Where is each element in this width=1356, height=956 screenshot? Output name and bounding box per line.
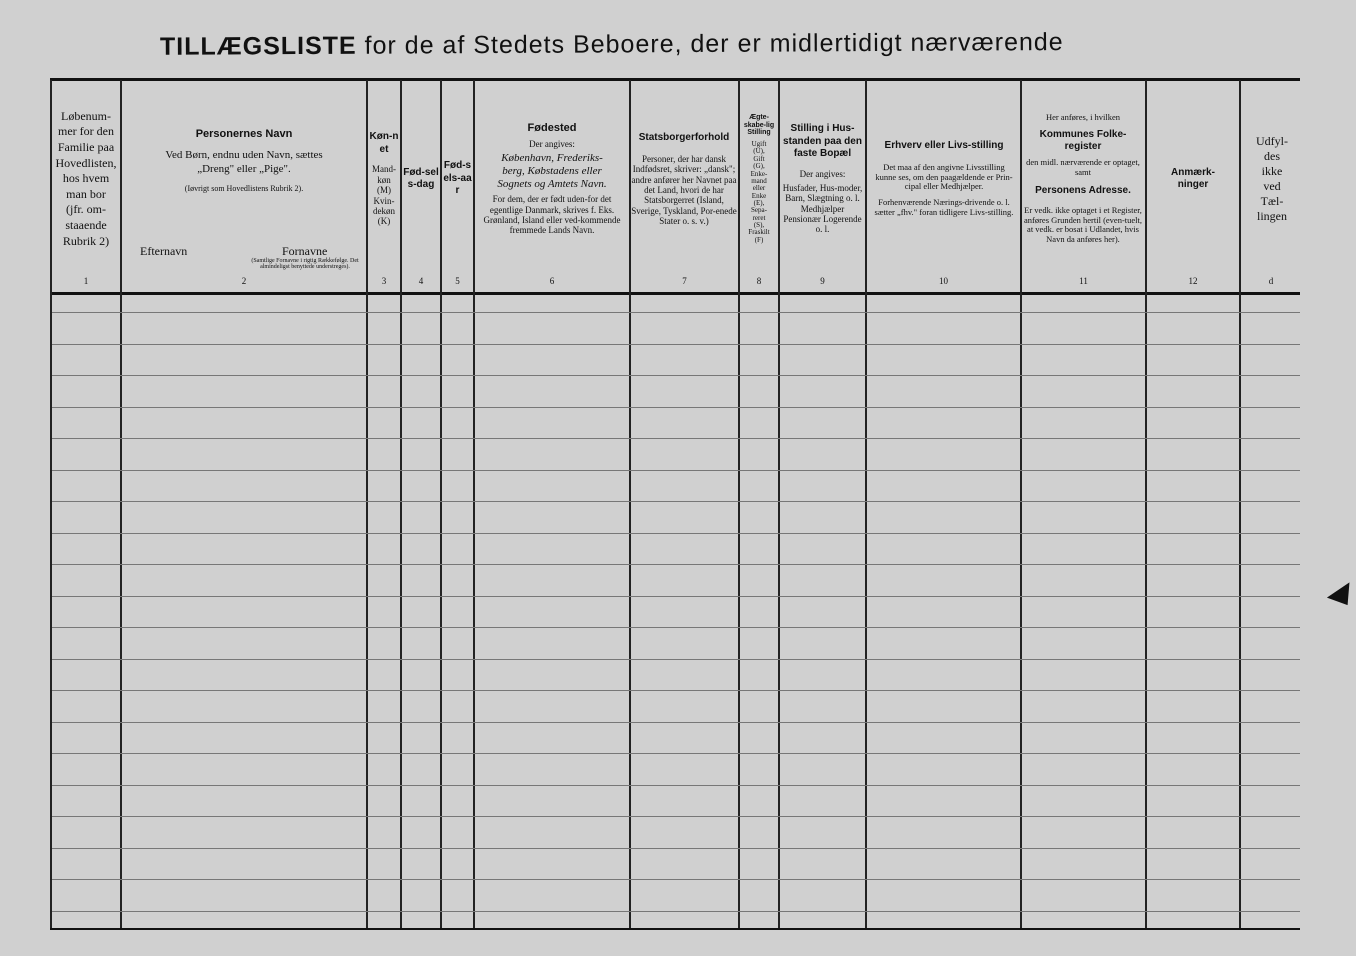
- col-2-sub-surname: Efternavn: [140, 244, 188, 258]
- entry-row-line: [52, 659, 1300, 660]
- col-6-italic: Sognets og Amtets Navn.: [497, 177, 607, 190]
- col-8-line: (G),: [753, 162, 765, 171]
- column-divider: [865, 80, 867, 928]
- col-3-line: Mand-: [372, 164, 396, 175]
- col-3-line: (K): [377, 216, 391, 227]
- entry-row-line: [52, 848, 1300, 849]
- col-11-body: Er vedk. ikke optaget i et Register, anføres Grunden hertil (even-tuelt, at vedk. er bosat i Udlandet, hvis Navn da anføres her).: [1024, 204, 1142, 245]
- col-8-line: (U),: [753, 147, 765, 156]
- col-d-line: ikke: [1261, 164, 1283, 178]
- col-6-italic: berg, Købstadens eller: [502, 165, 602, 178]
- col-1-line: hos hvem: [62, 171, 110, 186]
- col-6-sub: Der angives:: [529, 139, 575, 150]
- bottom-rule: [50, 928, 1300, 930]
- entry-row-line: [52, 564, 1300, 565]
- entry-row-line: [52, 312, 1300, 313]
- column-number: 9: [820, 276, 825, 286]
- column-number: 11: [1079, 276, 1088, 286]
- col-12-heading: Anmærk-ninger: [1171, 166, 1215, 190]
- col-8-line: reret: [752, 213, 766, 222]
- column-divider: [778, 80, 780, 928]
- header-col-8: [740, 84, 778, 274]
- form-title: [160, 27, 1220, 73]
- col-8-line: (E),: [753, 198, 765, 207]
- col-3-line: Kvin-: [373, 195, 395, 206]
- entry-row-line: [52, 344, 1300, 345]
- column-number: 8: [756, 276, 762, 286]
- header-col-5: [442, 84, 473, 274]
- col-8-line: Enke: [751, 191, 767, 200]
- header-col-6: [477, 84, 627, 274]
- column-number: 6: [549, 276, 555, 286]
- form-title-rest: for de af Stedets Beboere, der er midlertidigt nærværende: [364, 28, 1064, 60]
- col-8-line: mand: [751, 176, 767, 185]
- col-2-sub-note: (Samtlige Fornavne i rigtig Rækkefølge. Det almindeligst benyttede understreges).: [251, 258, 359, 271]
- col-1-line: Løbenum-: [61, 108, 111, 123]
- header-col-10: [872, 84, 1016, 274]
- col-3-line: dekøn: [373, 205, 395, 216]
- col-d-line: lingen: [1257, 209, 1287, 223]
- col-10-body2: Forhenværende Nærings-drivende o. l. sætter „fhv." foran tidligere Livs-stilling.: [874, 197, 1014, 217]
- column-number: 3: [381, 276, 387, 286]
- col-8-line: eller: [752, 184, 766, 193]
- entry-row-line: [52, 375, 1300, 376]
- entry-row-line: [52, 911, 1300, 912]
- col-8-line: Ugift: [751, 140, 767, 149]
- col-10-heading: Erhverv eller Livs-stilling: [884, 140, 1004, 152]
- column-divider: [1145, 80, 1147, 928]
- col-11-heading: Kommunes Folke-register: [1039, 128, 1127, 153]
- col-8-line: Fraskilt: [748, 228, 770, 237]
- column-number: 1: [83, 276, 89, 286]
- col-d-line: Udfyl-: [1256, 134, 1288, 148]
- column-number: 7: [682, 276, 687, 286]
- col-1-line: (jfr. om-: [66, 202, 106, 217]
- col-d-line: ved: [1263, 179, 1281, 193]
- col-2-heading: Personernes Navn: [195, 128, 293, 140]
- entry-row-line: [52, 533, 1300, 534]
- form-title-bold: TILLÆGSLISTE: [159, 31, 357, 61]
- col-2-sub-firstnames: Fornavne: [282, 244, 328, 258]
- col-9-sub: Der angives:: [799, 168, 846, 179]
- column-divider: [1239, 80, 1241, 928]
- entry-row-line: [52, 816, 1300, 817]
- col-6-heading: Fødested: [527, 122, 577, 135]
- col-d-line: Tæl-: [1260, 194, 1284, 208]
- column-number: 12: [1188, 276, 1198, 286]
- entry-row-line: [52, 690, 1300, 691]
- column-number: 5: [455, 276, 460, 286]
- col-8-line: Gift: [753, 154, 765, 163]
- column-divider: [1020, 80, 1022, 928]
- col-9-heading: Stilling i Hus-standen paa den faste Bopæl: [783, 123, 862, 160]
- col-8-line: (S),: [753, 220, 765, 229]
- entry-row-line: [52, 407, 1300, 408]
- col-1-line: mer for den: [58, 124, 114, 139]
- header-col-d: [1242, 84, 1302, 274]
- entry-row-line: [52, 753, 1300, 754]
- col-1-line: Familie paa: [57, 140, 115, 155]
- top-rule: [50, 78, 1300, 81]
- col-1-line: Rubrik 2): [62, 233, 110, 248]
- col-8-heading: Ægte-skabe-lig Stilling: [743, 114, 775, 137]
- col-3-heading: Køn-net: [369, 131, 399, 155]
- col-8-line: Enke-: [750, 169, 768, 178]
- col-1-line: Hovedlisten,: [55, 155, 117, 170]
- col-4-heading: Fød-sels-dag: [403, 166, 439, 190]
- column-number: d: [1268, 276, 1274, 286]
- col-1-line: man bor: [66, 186, 106, 201]
- col-8-line: Sepa-: [751, 206, 767, 215]
- col-1-line: staaende: [65, 217, 107, 232]
- col-d-line: des: [1264, 149, 1280, 163]
- entry-row-line: [52, 627, 1300, 628]
- col-3-line: køn: [377, 174, 391, 185]
- column-divider: [473, 80, 475, 928]
- header-col-9: [782, 84, 863, 274]
- entry-row-line: [52, 501, 1300, 502]
- col-2-body: „Dreng" eller „Pige".: [197, 163, 291, 176]
- col-8-line: (F): [754, 235, 764, 244]
- column-divider: [120, 80, 122, 928]
- col-10-body: Det maa af den angivne Livsstilling kunne ses, om den paagældende er Prin-cipal eller Medhjælper.: [875, 161, 1013, 192]
- col-7-heading: Statsborgerforhold: [638, 131, 730, 143]
- column-number: 2: [241, 276, 247, 286]
- col-3-line: (M): [377, 185, 391, 196]
- col-11-heading2: Personens Adresse.: [1035, 185, 1131, 197]
- header-col-11: [1024, 84, 1142, 274]
- header-col-12: [1160, 84, 1226, 274]
- entry-row-line: [52, 470, 1300, 471]
- entry-row-line: [52, 438, 1300, 439]
- col-6-body: For dem, der er født uden-for det egentlige Danmark, skrives f. Eks. Grønland, Island eller ved-kommende fremmede Lands Navn.: [483, 194, 621, 236]
- col-2-note: (Iøvrigt som Hovedlistens Rubrik 2).: [184, 184, 304, 194]
- col-2-body: Ved Børn, endnu uden Navn, sættes: [165, 148, 323, 161]
- header-col-7: [631, 84, 737, 274]
- col-6-italic: København, Frederiks-: [501, 152, 603, 165]
- header-col-4: [402, 84, 440, 274]
- col-5-heading: Fød-sels-aar: [443, 160, 472, 197]
- corner-mark: [1327, 577, 1355, 605]
- entry-row-line: [52, 722, 1300, 723]
- column-number: 4: [418, 276, 424, 286]
- header-col-1: [52, 84, 120, 274]
- col-7-body: Personer, der har dansk Indfødsret, skriver: „dansk"; andre anfører her Navnet paa det Land, hvori de har Statsborgerret (Island, Sverige, Tyskland, Por-enede Stater o. s. v.): [631, 154, 737, 227]
- col-11-sub: den midl. nærværende er optaget, samt: [1026, 156, 1140, 177]
- col-11-top: Her anføres, i hvilken: [1045, 112, 1121, 123]
- header-rule: [50, 292, 1300, 295]
- header-col-3: [368, 84, 400, 274]
- entry-row-line: [52, 785, 1300, 786]
- column-number: 10: [939, 276, 948, 286]
- col-9-body: Husfader, Hus-moder, Barn, Slægtning o. l. Medhjælper Pensionær Logerende o. l.: [782, 183, 863, 235]
- entry-row-line: [52, 879, 1300, 880]
- entry-row-line: [52, 596, 1300, 597]
